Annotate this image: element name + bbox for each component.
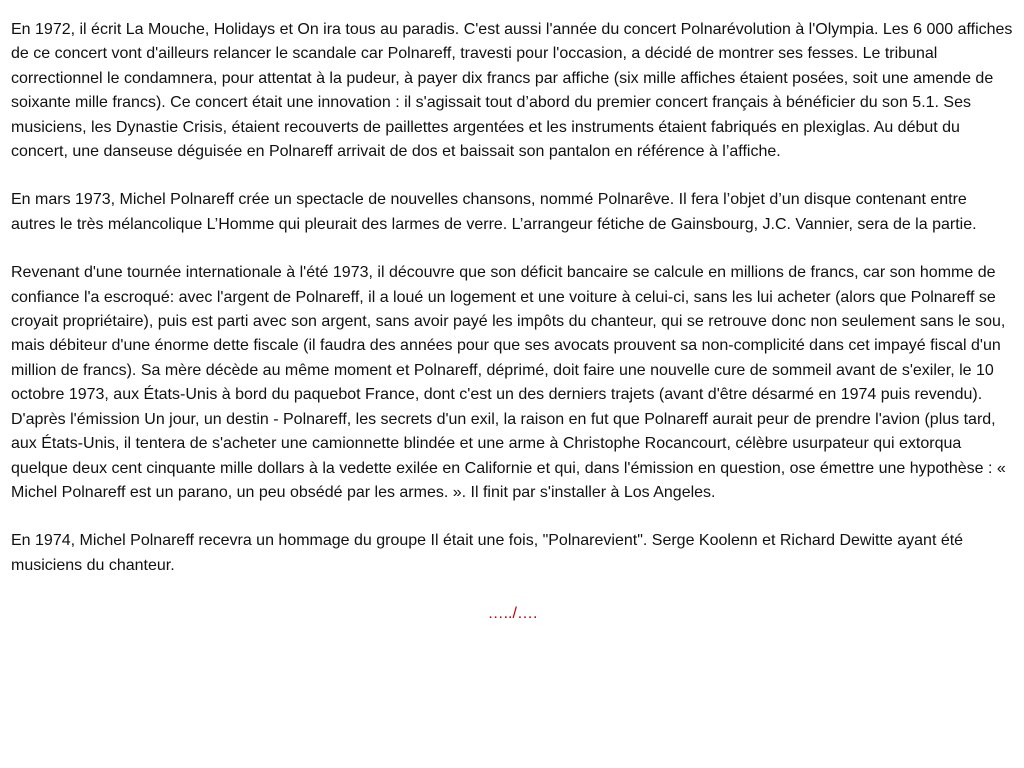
paragraph-1974: En 1974, Michel Polnareff recevra un hommage du groupe Il était une fois, "Polnarevient". Serge Koolenn et Richard Dewitte ayant été musiciens du chanteur. — [11, 532, 964, 574]
continuation-marker: …../…. — [487, 605, 538, 623]
paragraph-1973-polnareve: En mars 1973, Michel Polnareff crée un spectacle de nouvelles chansons, nommé Polnarêve. Il fera l’objet d’un disque contenant entre autres le très mélancolique L’Homme qui pleurait des larmes de verre. L’arrangeur fétiche de Gainsbourg, J.C. Vannier, sera de la partie. — [11, 191, 977, 233]
paragraph-1973-exile: Revenant d'une tournée internationale à l'été 1973, il découvre que son déficit bancaire se calcule en millions de francs, car son homme de confiance l'a escroqué: avec l'argent de Polnareff, il a loué un logement et une voiture à celui-ci, sans les lui acheter (alors que Polnareff se croyait propriétaire), puis est parti avec son argent, sans avoir payé les impôts du chanteur, qui se retrouve donc non seulement sans le sou, mais débiteur d'une énorme dette fiscale (il faudra des années pour que ses avocats prouvent sa non-complicité dans cet impayé fiscal d'un million de francs). Sa mère décède au même moment et Polnareff, déprimé, doit faire une nouvelle cure de sommeil avant de s'exiler, le 10 octobre 1973, aux États-Unis à bord du paquebot France, dont c'est un des derniers trajets (avant d'être désarmé en 1974 puis revendu). D'après l'émission Un jour, un destin - Polnareff, les secrets d'un exil, la raison en fut que Polnareff aurait peur de prendre l'avion (plus tard, aux États-Unis, il tentera de s'acheter une camionnette blindée et une arme à Christophe Rocancourt, célèbre usurpateur qui extorqua quelque deux cent cinquante mille dollars à la vedette exilée en Californie et qui, dans l'émission en question, ose émettre une hypothèse : « Michel Polnareff est un parano, un peu obsédé par les armes. ». Il finit par s'installer à Los Angeles. — [11, 264, 1006, 501]
paragraph-1972: En 1972, il écrit La Mouche, Holidays et On ira tous au paradis. C'est aussi l'année du concert Polnarévolution à l'Olympia. Les 6 000 affiches de ce concert vont d'ailleurs relancer le scandale car Polnareff, travesti pour l'occasion, a décidé de montrer ses fesses. Le tribunal correctionnel le condamnera, pour attentat à la pudeur, à payer dix francs par affiche (six mille affiches étaient posées, soit une amende de soixante mille francs). Ce concert était une innovation : il s'agissait tout d’abord du premier concert français à bénéficier du son 5.1. Ses musiciens, les Dynastie Crisis, étaient recouverts de paillettes argentées et les instruments étaient fabriqués en plexiglas. Au début du concert, une danseuse déguisée en Polnareff arrivait de dos et baissait son pantalon en référence à l’affiche. — [11, 21, 1013, 161]
